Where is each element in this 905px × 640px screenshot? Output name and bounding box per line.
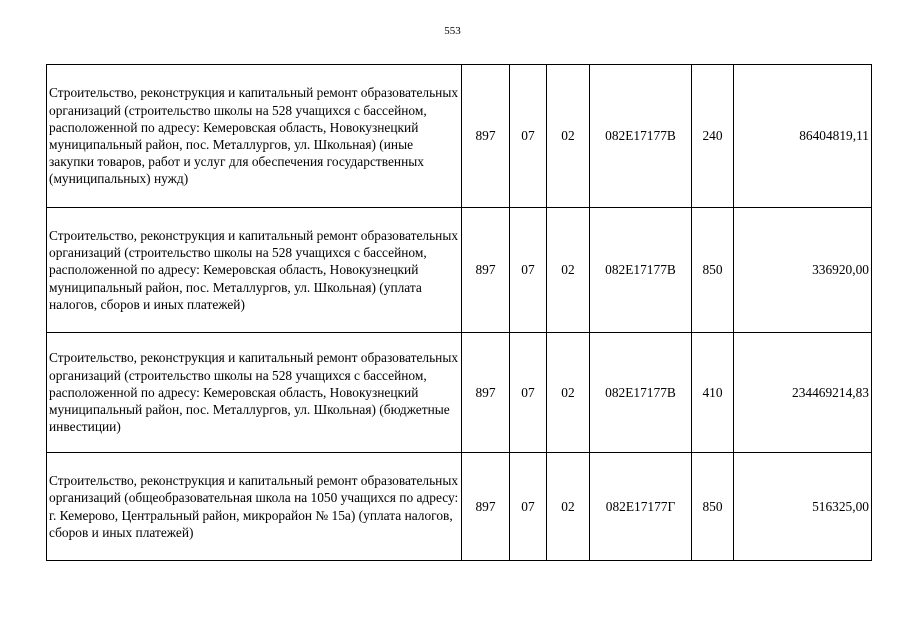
expense-type-code: 850	[692, 453, 734, 561]
subsection-code: 02	[547, 208, 590, 333]
table-row	[47, 65, 872, 208]
table-row	[47, 333, 872, 453]
section-code: 07	[510, 65, 547, 208]
ministry-code: 897	[462, 65, 510, 208]
target-article-code: 082E17177В	[590, 333, 692, 453]
ministry-code: 897	[462, 333, 510, 453]
expense-type-code: 410	[692, 333, 734, 453]
row-description: Строительство, реконструкция и капитальный ремонт образовательных организаций (общеобразовательная школа на 1050 учащихся по адресу: г. Кемерово, Центральный район, микрорайон № 15а) (уплата налогов, сборов и иных платежей)	[47, 453, 462, 561]
row-description: Строительство, реконструкция и капитальный ремонт образовательных организаций (строительство школы на 528 учащихся с бассейном, расположенной по адресу: Кемеровская область, Новокузнецкий муниципальный район, пос. Металлургов, ул. Школьная) (уплата налогов, сборов и иных платежей)	[47, 208, 462, 333]
target-article-code: 082E17177В	[590, 208, 692, 333]
subsection-code: 02	[547, 333, 590, 453]
section-code: 07	[510, 453, 547, 561]
section-code: 07	[510, 208, 547, 333]
ministry-code: 897	[462, 208, 510, 333]
ministry-code: 897	[462, 453, 510, 561]
amount: 86404819,11	[734, 65, 872, 208]
expense-type-code: 850	[692, 208, 734, 333]
amount: 336920,00	[734, 208, 872, 333]
expense-type-code: 240	[692, 65, 734, 208]
page-number: 553	[444, 25, 461, 37]
row-description: Строительство, реконструкция и капитальный ремонт образовательных организаций (строительство школы на 528 учащихся с бассейном, расположенной по адресу: Кемеровская область, Новокузнецкий муниципальный район, пос. Металлургов, ул. Школьная) (бюджетные инвестиции)	[47, 333, 462, 453]
subsection-code: 02	[547, 453, 590, 561]
amount: 234469214,83	[734, 333, 872, 453]
amount: 516325,00	[734, 453, 872, 561]
target-article-code: 082E17177В	[590, 65, 692, 208]
subsection-code: 02	[547, 65, 590, 208]
table-row	[47, 453, 872, 561]
table-row	[47, 208, 872, 333]
target-article-code: 082E17177Г	[590, 453, 692, 561]
section-code: 07	[510, 333, 547, 453]
budget-table	[46, 64, 872, 561]
row-description: Строительство, реконструкция и капитальный ремонт образовательных организаций (строительство школы на 528 учащихся с бассейном, расположенной по адресу: Кемеровская область, Новокузнецкий муниципальный район, пос. Металлургов, ул. Школьная) (иные закупки товаров, работ и услуг для обеспечения государственных (муниципальных) нужд)	[47, 65, 462, 208]
